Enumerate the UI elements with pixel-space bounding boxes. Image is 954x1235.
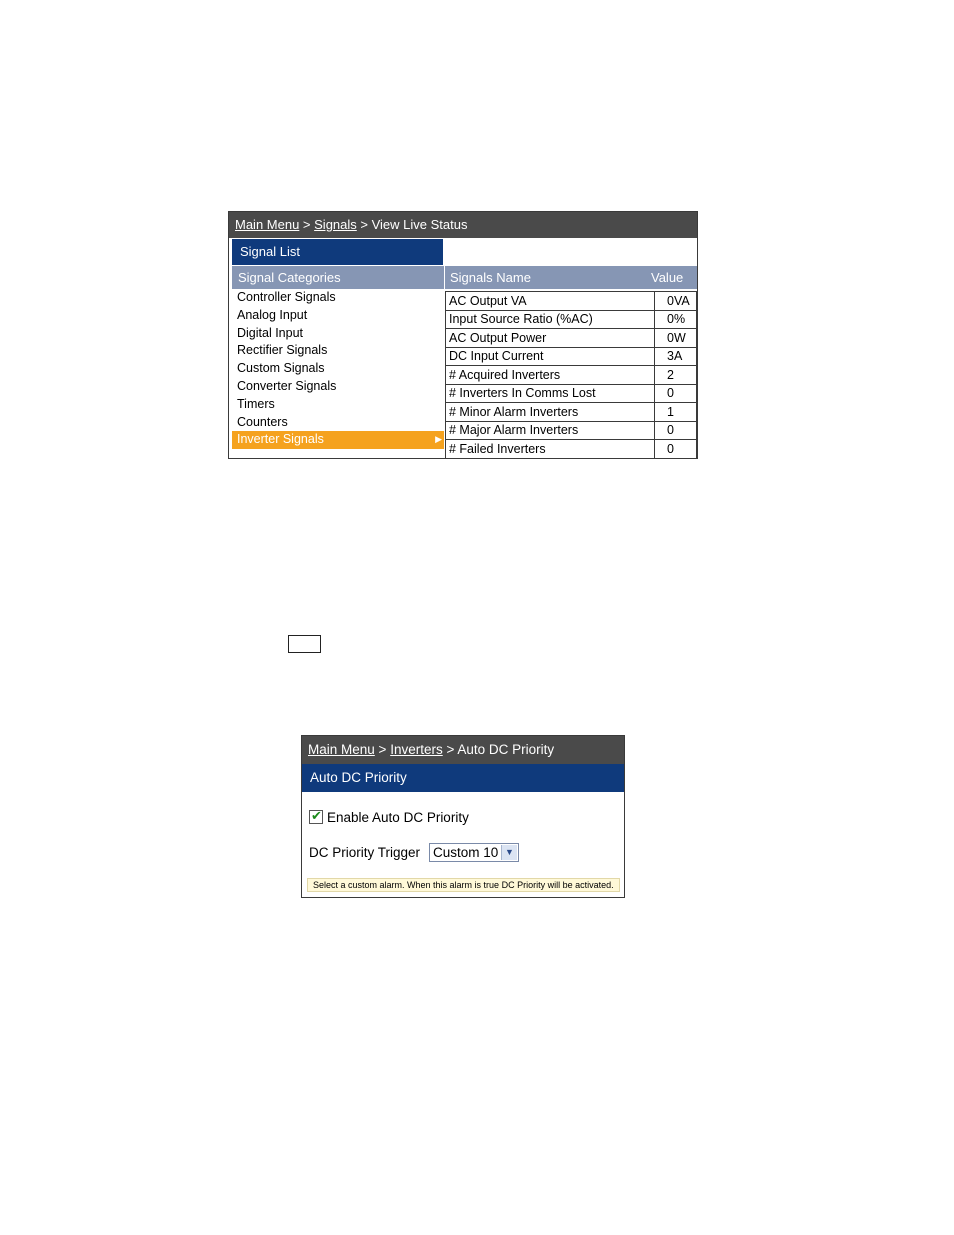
empty-box bbox=[288, 635, 321, 653]
signal-name: AC Output VA bbox=[446, 292, 655, 311]
enable-label: Enable Auto DC Priority bbox=[327, 810, 469, 825]
signal-name: # Inverters In Comms Lost bbox=[446, 384, 655, 403]
breadcrumb-current: Auto DC Priority bbox=[457, 742, 555, 757]
breadcrumb-inverters-link[interactable]: Inverters bbox=[390, 742, 443, 757]
breadcrumb-separator: > bbox=[299, 217, 315, 232]
select-value: Custom 10 bbox=[433, 845, 499, 860]
live-status-panel bbox=[228, 211, 698, 459]
checkmark-icon: ✔ bbox=[311, 808, 322, 823]
signal-name: AC Output Power bbox=[446, 329, 655, 348]
signal-value: 2 bbox=[655, 366, 697, 385]
signal-value: 0W bbox=[655, 329, 697, 348]
breadcrumb-separator: > bbox=[374, 742, 391, 757]
signal-value: 3A bbox=[655, 347, 697, 366]
column-header-value: Value bbox=[651, 270, 684, 285]
enable-auto-dc-priority-checkbox[interactable] bbox=[309, 810, 323, 824]
category-label: Converter Signals bbox=[237, 378, 337, 393]
breadcrumb bbox=[229, 212, 697, 238]
signal-name: # Minor Alarm Inverters bbox=[446, 403, 655, 422]
table-row bbox=[446, 310, 697, 329]
category-label: Inverter Signals bbox=[237, 432, 324, 447]
column-header-name: Signals Name bbox=[450, 270, 531, 285]
category-item[interactable] bbox=[232, 431, 444, 449]
category-label: Counters bbox=[237, 414, 288, 429]
category-item[interactable] bbox=[232, 342, 444, 360]
auto-dc-priority-panel bbox=[301, 735, 625, 898]
enable-row bbox=[309, 809, 469, 827]
signal-value: 0 bbox=[655, 440, 697, 459]
signals-header bbox=[445, 266, 697, 289]
category-item[interactable] bbox=[232, 289, 444, 307]
table-row bbox=[446, 421, 697, 440]
chevron-down-icon[interactable]: ▼ bbox=[501, 845, 517, 860]
signal-value: 0VA bbox=[655, 292, 697, 311]
breadcrumb-main-menu-link[interactable]: Main Menu bbox=[235, 217, 300, 232]
table-row bbox=[446, 292, 697, 311]
breadcrumb-main-menu-link[interactable]: Main Menu bbox=[308, 742, 375, 757]
signal-name: # Failed Inverters bbox=[446, 440, 655, 459]
page-title: Auto DC Priority bbox=[302, 764, 624, 792]
signals-table bbox=[445, 291, 697, 459]
category-item[interactable] bbox=[232, 307, 444, 325]
tab-signal-list[interactable]: Signal List bbox=[232, 239, 443, 265]
table-row bbox=[446, 347, 697, 366]
signal-value: 0 bbox=[655, 421, 697, 440]
table-row bbox=[446, 440, 697, 459]
signal-value: 0 bbox=[655, 384, 697, 403]
signals-table-container bbox=[445, 266, 697, 459]
help-hint: Select a custom alarm. When this alarm is true DC Priority will be activated. bbox=[307, 878, 620, 892]
category-label: Controller Signals bbox=[237, 290, 336, 304]
breadcrumb bbox=[302, 736, 624, 764]
signal-name: DC Input Current bbox=[446, 347, 655, 366]
category-label: Digital Input bbox=[237, 325, 304, 340]
signal-name: # Acquired Inverters bbox=[446, 366, 655, 385]
table-row bbox=[446, 329, 697, 348]
signal-name: # Major Alarm Inverters bbox=[446, 421, 655, 440]
breadcrumb-signals-link[interactable]: Signals bbox=[314, 217, 357, 232]
dc-priority-trigger-select[interactable] bbox=[429, 843, 519, 862]
signal-categories-list bbox=[232, 266, 444, 456]
signal-value: 1 bbox=[655, 403, 697, 422]
breadcrumb-current: View Live Status bbox=[371, 217, 468, 232]
table-row bbox=[446, 403, 697, 422]
category-label: Custom Signals bbox=[237, 361, 325, 376]
category-item[interactable] bbox=[232, 360, 444, 378]
category-item[interactable] bbox=[232, 378, 444, 396]
table-row bbox=[446, 366, 697, 385]
category-item[interactable] bbox=[232, 325, 444, 343]
categories-header: Signal Categories bbox=[232, 266, 444, 289]
table-row bbox=[446, 384, 697, 403]
signal-value: 0% bbox=[655, 310, 697, 329]
category-item[interactable] bbox=[232, 396, 444, 414]
category-label: Analog Input bbox=[237, 307, 308, 322]
category-label: Timers bbox=[237, 396, 275, 411]
signal-name: Input Source Ratio (%AC) bbox=[446, 310, 655, 329]
breadcrumb-separator: > bbox=[356, 217, 372, 232]
trigger-label: DC Priority Trigger bbox=[309, 845, 421, 860]
arrow-right-icon: ▶ bbox=[435, 434, 442, 445]
category-label: Rectifier Signals bbox=[237, 343, 328, 358]
category-item[interactable] bbox=[232, 414, 444, 432]
breadcrumb-separator: > bbox=[442, 742, 458, 757]
